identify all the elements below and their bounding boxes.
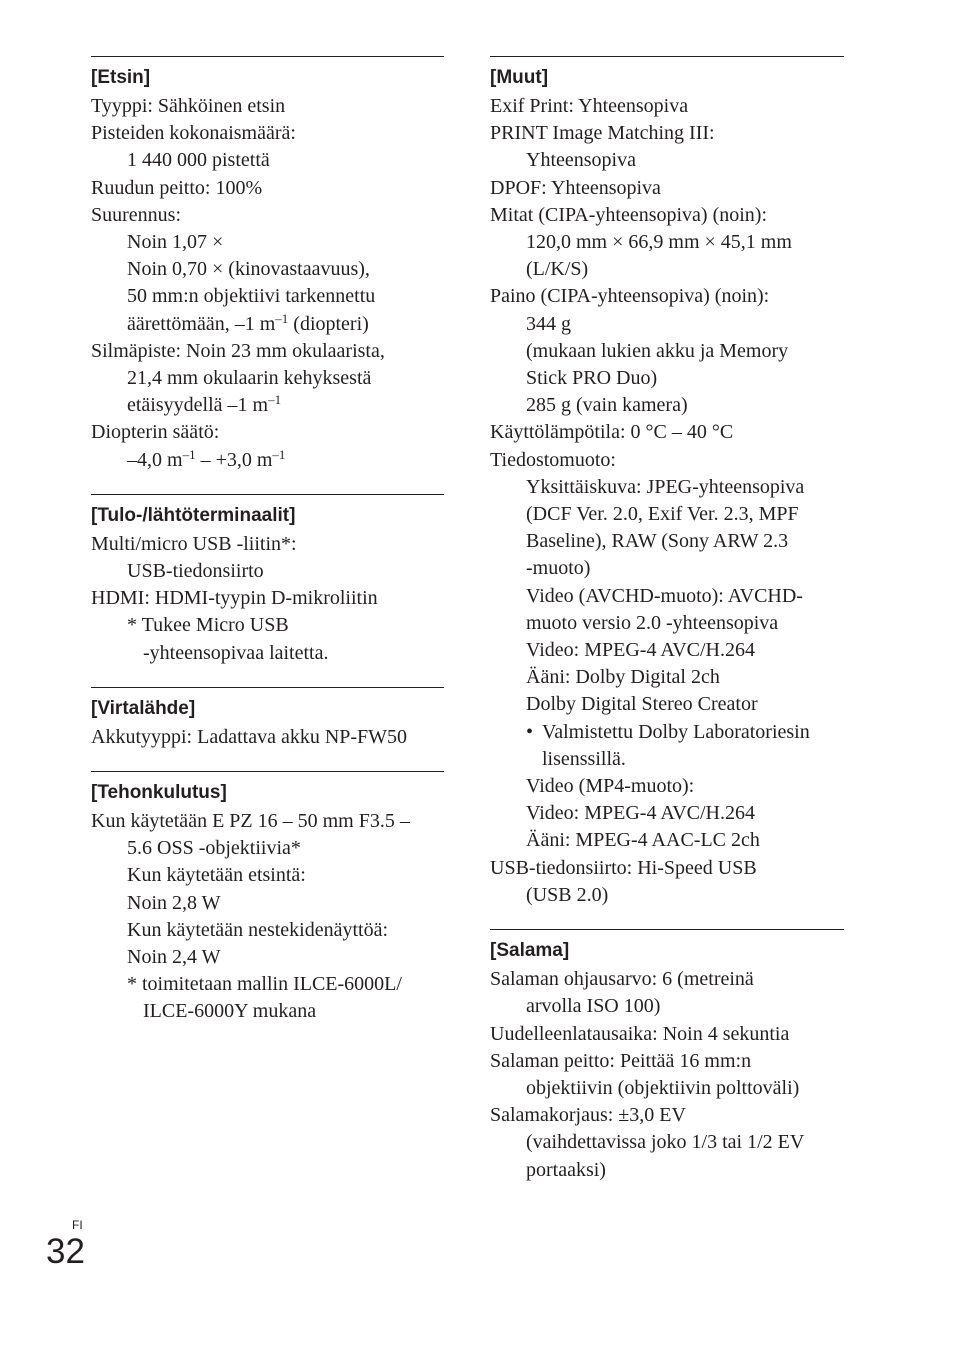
spec-line: Dolby Digital Stereo Creator xyxy=(526,693,758,716)
spec-line: Stick PRO Duo) xyxy=(526,367,658,390)
spec-line: Video: MPEG-4 AVC/H.264 xyxy=(526,639,756,662)
spec-line: Video: MPEG-4 AVC/H.264 xyxy=(526,802,756,825)
spec-line: 50 mm:n objektiivi tarkennettu xyxy=(127,285,376,308)
spec-text: äärettömään, –1 m xyxy=(127,312,276,335)
spec-line: 5.6 OSS -objektiivia* xyxy=(127,837,301,860)
section-title: [Muut] xyxy=(490,67,549,88)
footnote-line: ILCE-6000Y mukana xyxy=(143,1000,317,1023)
spec-line: Tyyppi: Sähköinen etsin xyxy=(91,95,286,117)
spec-line: Salaman peitto: Peittää 16 mm:n xyxy=(490,1049,752,1072)
spec-line: Noin 0,70 × (kinovastaavuus), xyxy=(127,258,370,281)
language-label: FI xyxy=(72,1218,83,1232)
spec-line: 21,4 mm okulaarin kehyksestä xyxy=(127,367,372,390)
spec-line: Yhteensopiva xyxy=(526,149,636,172)
footnote-line: -yhteensopivaa laitetta. xyxy=(143,641,329,664)
section-title: [Virtalähde] xyxy=(91,697,196,719)
section-title: [Tehonkulutus] xyxy=(91,782,227,804)
section-title: [Salama] xyxy=(490,940,570,962)
superscript: –1 xyxy=(272,446,286,462)
spec-line: Salamakorjaus: ±3,0 EV xyxy=(490,1104,686,1127)
spec-line: Noin 2,4 W xyxy=(127,946,221,969)
spec-line: Kun käytetään E PZ 16 – 50 mm F3.5 – xyxy=(91,810,410,833)
spec-line: Video (AVCHD-muoto): AVCHD- xyxy=(526,584,803,607)
spec-line: Mitat (CIPA-yhteensopiva) (noin): xyxy=(490,203,768,226)
left-column xyxy=(91,56,444,1046)
spec-line: 285 g (vain kamera) xyxy=(526,394,688,417)
spec-line xyxy=(91,447,444,474)
spec-line: Suurennus: xyxy=(91,203,181,226)
section-title: [Tulo-/lähtöterminaalit] xyxy=(91,504,296,526)
spec-line: portaaksi) xyxy=(526,1158,606,1181)
spec-line: Exif Print: Yhteensopiva xyxy=(490,95,689,117)
spec-line: USB-tiedonsiirto xyxy=(127,560,264,583)
page-number: 32 xyxy=(46,1232,85,1271)
spec-line: Salaman ohjausarvo: 6 (metreinä xyxy=(490,968,754,991)
spec-text: (diopteri) xyxy=(293,312,369,335)
spec-line: DPOF: Yhteensopiva xyxy=(490,176,661,199)
spec-line: (mukaan lukien akku ja Memory xyxy=(526,339,789,362)
spec-line xyxy=(91,311,444,338)
bullet-icon: • xyxy=(526,720,534,743)
spec-line: Pisteiden kokonaismäärä: xyxy=(91,122,296,145)
spec-line: (DCF Ver. 2.0, Exif Ver. 2.3, MPF xyxy=(526,503,799,526)
section-muut xyxy=(490,56,844,909)
spec-line: Ruudun peitto: 100% xyxy=(91,176,263,199)
spec-line: HDMI: HDMI-tyypin D-mikroliitin xyxy=(91,587,378,610)
spec-line xyxy=(91,392,444,419)
spec-line: Akkutyyppi: Ladattava akku NP-FW50 xyxy=(91,725,408,748)
spec-line: Noin 1,07 × xyxy=(127,231,224,254)
spec-line: Tiedostomuoto: xyxy=(490,448,616,471)
right-column xyxy=(490,56,844,1204)
spec-line: Kun käytetään etsintä: xyxy=(127,864,306,887)
spec-line: -muoto) xyxy=(526,557,591,580)
spec-line: Kun käytetään nestekidenäyttöä: xyxy=(127,918,389,941)
spec-line: Silmäpiste: Noin 23 mm okulaarista, xyxy=(91,339,385,362)
spec-text: Valmistettu Dolby Laboratoriesin xyxy=(542,720,810,743)
spec-line: Käyttölämpötila: 0 °C – 40 °C xyxy=(490,421,734,444)
spec-line: muoto versio 2.0 -yhteensopiva xyxy=(526,611,779,634)
spec-line: 1 440 000 pistettä xyxy=(127,149,270,172)
spec-text: –4,0 m xyxy=(127,448,183,471)
spec-line: arvolla ISO 100) xyxy=(526,995,661,1018)
spec-line: 344 g xyxy=(526,312,571,335)
footnote-line: * toimitetaan mallin ILCE-6000L/ xyxy=(127,973,402,996)
section-tehonkulutus xyxy=(91,771,444,1026)
spec-line: (L/K/S) xyxy=(526,258,589,281)
spec-line: Yksittäiskuva: JPEG-yhteensopiva xyxy=(526,475,805,498)
spec-line: Paino (CIPA-yhteensopiva) (noin): xyxy=(490,285,770,308)
spec-line: Uudelleenlatausaika: Noin 4 sekuntia xyxy=(490,1022,790,1045)
spec-line: Video (MP4-muoto): xyxy=(526,775,695,798)
spec-line: objektiivin (objektiivin polttoväli) xyxy=(526,1076,800,1099)
bullet-line xyxy=(490,719,844,746)
superscript: –1 xyxy=(275,310,289,326)
section-etsin xyxy=(91,56,444,474)
superscript: –1 xyxy=(182,446,196,462)
section-virtalahde xyxy=(91,687,444,751)
spec-line: USB-tiedonsiirto: Hi-Speed USB xyxy=(490,856,757,879)
section-title: [Etsin] xyxy=(91,67,151,88)
section-salama xyxy=(490,929,844,1184)
spec-line: 120,0 mm × 66,9 mm × 45,1 mm xyxy=(526,231,792,254)
spec-line: (USB 2.0) xyxy=(526,883,609,906)
spec-line: Multi/micro USB -liitin*: xyxy=(91,532,297,555)
spec-text: – +3,0 m xyxy=(195,448,273,471)
superscript: –1 xyxy=(268,392,282,408)
spec-line: Ääni: MPEG-4 AAC-LC 2ch xyxy=(526,829,760,852)
spec-line: PRINT Image Matching III: xyxy=(490,122,715,145)
spec-text: etäisyydellä –1 m xyxy=(127,394,269,417)
spec-line: Ääni: Dolby Digital 2ch xyxy=(526,666,720,689)
spec-line: lisenssillä. xyxy=(542,747,626,770)
spec-line: Baseline), RAW (Sony ARW 2.3 xyxy=(526,530,789,553)
section-tulo-lahtoterminaalit xyxy=(91,494,444,667)
footnote-line: * Tukee Micro USB xyxy=(127,614,289,637)
spec-line: Diopterin säätö: xyxy=(91,421,220,444)
spec-line: Noin 2,8 W xyxy=(127,891,221,914)
spec-line: (vaihdettavissa joko 1/3 tai 1/2 EV xyxy=(526,1131,805,1154)
